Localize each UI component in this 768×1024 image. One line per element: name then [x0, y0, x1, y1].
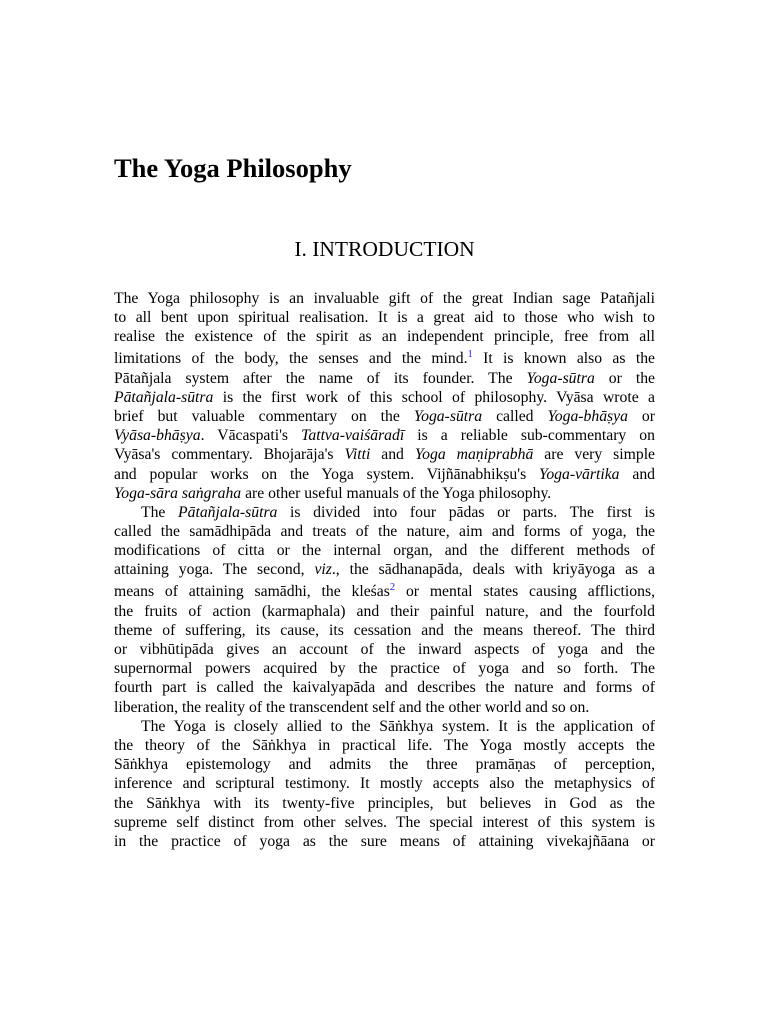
- text-line: supreme self distinct from other selves. The special interest of this system is: [114, 813, 655, 831]
- text-line: in the practice of yoga as the sure means of attaining vivekajñāana or: [114, 832, 655, 850]
- footnote-link[interactable]: 1: [467, 348, 473, 360]
- text-line: brief but valuable commentary on the Yoga-sūtra called Yoga-bhāṣya or: [114, 407, 655, 425]
- text-line: theme of suffering, its cause, its cessation and the means thereof. The third: [114, 621, 655, 639]
- body-text: [114, 289, 655, 851]
- footnote-link[interactable]: 2: [389, 581, 396, 593]
- chapter-title: The Yoga Philosophy: [114, 153, 352, 183]
- text-line: The Yoga is closely allied to the Sāṅkhya system. It is the application of: [141, 717, 655, 735]
- text-line: the fruits of action (karmaphala) and their painful nature, and the fourfold: [114, 602, 655, 620]
- text-line: liberation, the reality of the transcendent self and the other world and so on.: [114, 698, 590, 716]
- text-line: Pātañjala-sūtra is the first work of this school of philosophy. Vyāsa wrote a: [114, 388, 655, 406]
- section-heading: I. INTRODUCTION: [294, 237, 475, 261]
- text-line: Vyāsa's commentary. Bhojarāja's Vitti and Yoga maṇiprabhā are very simple: [114, 446, 656, 464]
- text-line: and popular works on the Yoga system. Vijñānabhikṣu's Yoga-vārtika and: [114, 465, 656, 483]
- text-line: to all bent upon spiritual realisation. It is a great aid to those who wish to: [114, 309, 655, 327]
- text-line: supernormal powers acquired by the practice of yoga and so forth. The: [114, 660, 655, 678]
- text-line: Sāṅkhya epistemology and admits the three pramāṇas of perception,: [114, 756, 655, 774]
- text-line: The Yoga philosophy is an invaluable gift of the great Indian sage Patañjali: [114, 290, 655, 307]
- text-line: means of attaining samādhi, the kleśas$^2$ or mental states causing afflictions,: [114, 581, 655, 600]
- text-line: called the samādhipāda and treats of the nature, aim and forms of yoga, the: [114, 523, 655, 541]
- text-line: fourth part is called the kaivalyapāda and describes the nature and forms of: [114, 679, 655, 697]
- text-line: The Pātañjala-sūtra is divided into four pādas or parts. The first is: [141, 503, 655, 521]
- text-line: attaining yoga. The second, viz., the sādhanapāda, deals with kriyāyoga as a: [114, 561, 655, 579]
- text-line: realise the existence of the spirit as an independent principle, free from all: [114, 328, 655, 346]
- text-line: Pātañjala system after the name of its founder. The Yoga-sūtra or the: [114, 369, 656, 387]
- text-line: inference and scriptural testimony. It mostly accepts also the metaphysics of: [114, 775, 655, 793]
- text-line: Vyāsa-bhāṣya. Vācaspati's Tattva-vaiśāradī is a reliable sub-commentary on: [114, 427, 655, 445]
- text-line: or vibhūtipāda gives an account of the inward aspects of yoga and the: [114, 641, 655, 658]
- text-line: the Sāṅkhya with its twenty-five principles, but believes in God as the: [114, 794, 655, 812]
- text-line: modifications of citta or the internal organ, and the different methods of: [114, 542, 655, 560]
- text-line: the theory of the Sāṅkhya in practical life. The Yoga mostly accepts the: [114, 736, 655, 754]
- text-line: limitations of the body, the senses and the mind.$^1$ It is known also as the: [114, 348, 655, 367]
- text-line: Yoga-sāra saṅgraha are other useful manuals of the Yoga philosophy.: [114, 484, 552, 502]
